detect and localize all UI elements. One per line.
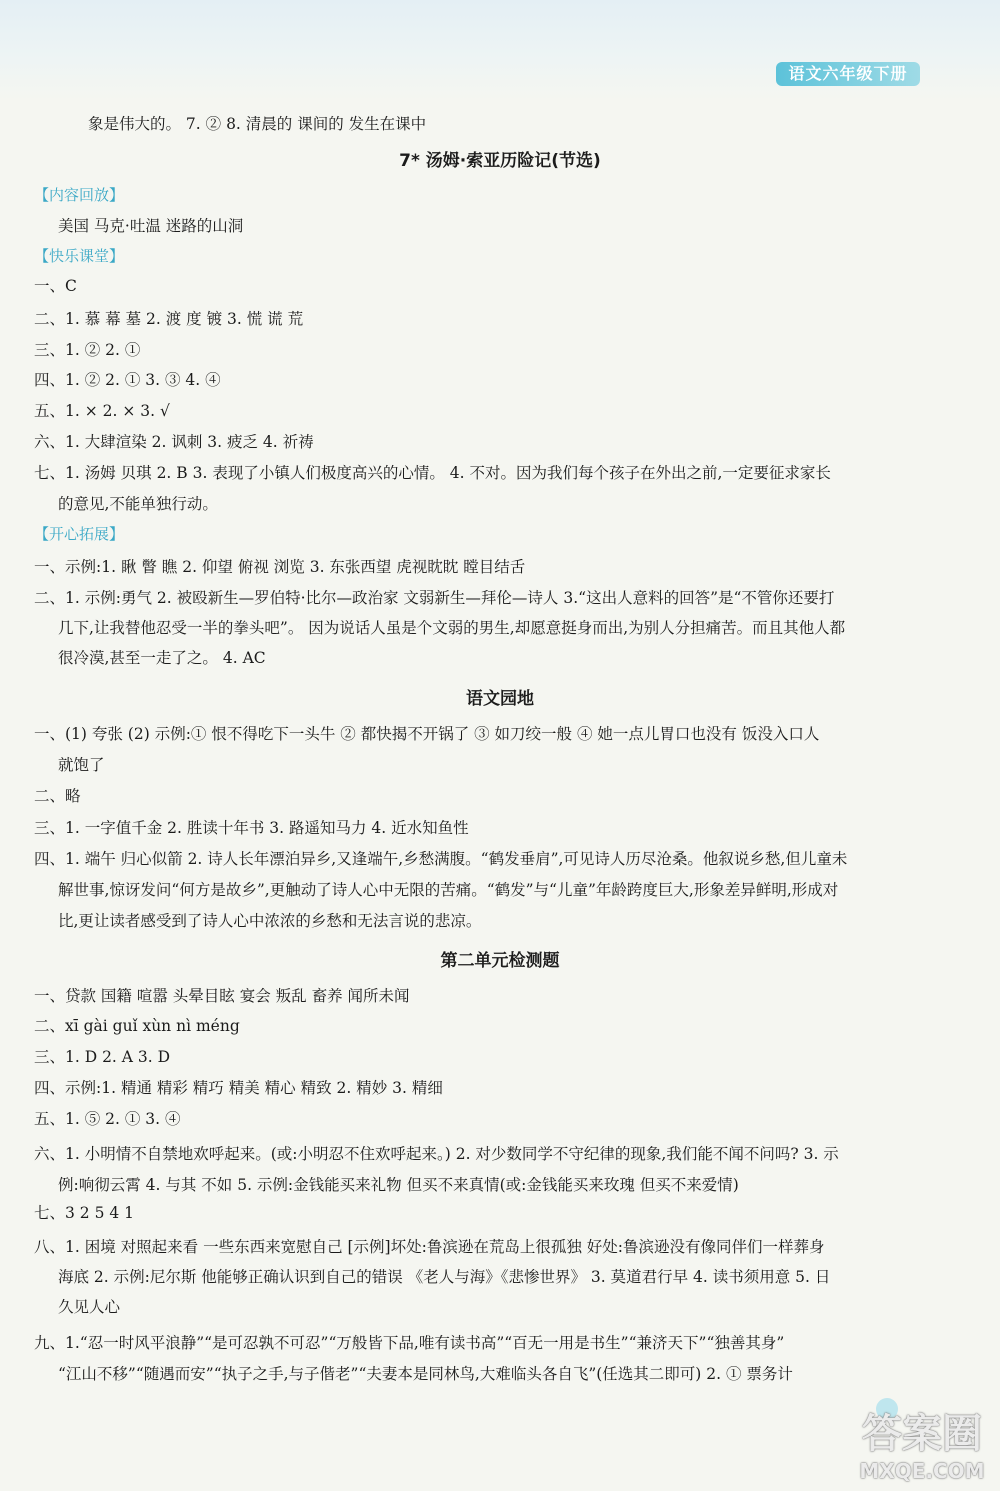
text-line: 例:响彻云霄 4. 与其 不如 5. 示例:金钱能买来礼物 但买不来真情(或:金钱能买来玫瑰 但买不来爱情) bbox=[58, 1176, 739, 1194]
watermark-logo bbox=[848, 1410, 996, 1486]
text-line: 六、1. 小明情不自禁地欢呼起来。(或:小明忍不住欢呼起来。) 2. 对少数同学不守纪律的现象,我们能不闻不问吗? 3. 示 bbox=[34, 1145, 839, 1163]
text-line: 一、示例:1. 瞅 瞥 瞧 2. 仰望 俯视 浏览 3. 东张西望 虎视眈眈 瞠目结舌 bbox=[34, 558, 526, 576]
text-line: “江山不移”“随遇而安”“执子之手,与子偕老”“夫妻本是同林鸟,大难临头各自飞”(任选其二即可) 2. ① 票务计 bbox=[58, 1365, 793, 1383]
text-line: 一、(1) 夸张 (2) 示例:① 恨不得吃下一头牛 ② 都快揭不开锅了 ③ 如刀绞一般 ④ 她一点儿胃口也没有 饭没入口人 bbox=[34, 725, 820, 743]
text-line: 象是伟大的。 7. ② 8. 清晨的 课间的 发生在课中 bbox=[88, 115, 427, 133]
text-line: 七、1. 汤姆 贝琪 2. B 3. 表现了小镇人们极度高兴的心情。 4. 不对。因为我们每个孩子在外出之前,一定要征求家长 bbox=[34, 464, 831, 482]
text-line: 二、1. 示例:勇气 2. 被殴新生—罗伯特·比尔—政治家 文弱新生—拜伦—诗人 3.“这出人意料的回答”是“不管你还要打 bbox=[34, 589, 835, 607]
text-line: 七、3 2 5 4 1 bbox=[34, 1204, 135, 1222]
text-line: 二、略 bbox=[34, 787, 81, 805]
section-tag: 【快乐课堂】 bbox=[34, 247, 125, 265]
text-line: 一、C bbox=[34, 277, 77, 295]
section-tag: 【内容回放】 bbox=[34, 186, 125, 204]
section-title: 语文园地 bbox=[466, 689, 534, 709]
text-line: 五、1. ⑤ 2. ① 3. ④ bbox=[34, 1110, 181, 1128]
text-line: 三、1. ② 2. ① bbox=[34, 341, 141, 359]
text-line: 二、1. 慕 幕 墓 2. 渡 度 镀 3. 慌 谎 荒 bbox=[34, 310, 304, 328]
section-tag: 【开心拓展】 bbox=[34, 525, 125, 543]
text-line: 三、1. 一字值千金 2. 胜读十年书 3. 路遥知马力 4. 近水知鱼性 bbox=[34, 819, 469, 837]
text-line: 八、1. 困境 对照起来看 一些东西来宽慰自己 [示例]坏处:鲁滨逊在荒岛上很孤独 好处:鲁滨逊没有像同伴们一样葬身 bbox=[34, 1238, 825, 1256]
text-line: 几下,让我替他忍受一半的拳头吧”。 因为说话人虽是个文弱的男生,却愿意挺身而出,为别人分担痛苦。而且其他人都 bbox=[58, 619, 846, 637]
text-line: 五、1. × 2. × 3. √ bbox=[34, 402, 170, 420]
text-line: 二、xī gài guǐ xùn nì méng bbox=[34, 1017, 240, 1035]
text-line: 四、1. 端午 归心似箭 2. 诗人长年漂泊异乡,又逢端午,乡愁满腹。“鹤发垂肩”,可见诗人历尽沧桑。他叙说乡愁,但儿童未 bbox=[34, 850, 848, 868]
section-title: 7* 汤姆·索亚历险记(节选) bbox=[399, 151, 601, 171]
text-line: 四、1. ② 2. ① 3. ③ 4. ④ bbox=[34, 371, 221, 389]
text-line: 就饱了 bbox=[58, 756, 105, 774]
text-line: 的意见,不能单独行动。 bbox=[58, 495, 218, 513]
text-line: 美国 马克·吐温 迷路的山洞 bbox=[58, 217, 244, 235]
text-line: 一、贷款 国籍 喧嚣 头晕目眩 宴会 叛乱 畜养 闻所未闻 bbox=[34, 987, 410, 1005]
text-line: 解世事,惊讶发问“何方是故乡”,更触动了诗人心中无限的苦痛。“鹤发”与“儿童”年龄跨度巨大,形象差异鲜明,形成对 bbox=[58, 881, 839, 899]
book-title-badge: 语文六年级下册 bbox=[776, 62, 920, 86]
text-line: 海底 2. 示例:尼尔斯 他能够正确认识到自己的错误 《老人与海》《悲惨世界》 3. 莫道君行早 4. 读书须用意 5. 日 bbox=[58, 1268, 831, 1286]
text-line: 四、示例:1. 精通 精彩 精巧 精美 精心 精致 2. 精妙 3. 精细 bbox=[34, 1079, 443, 1097]
text-line: 九、1.“忍一时风平浪静”“是可忍孰不可忍”“万般皆下品,唯有读书高”“百无一用是书生”“兼济天下”“独善其身” bbox=[34, 1334, 785, 1352]
text-line: 六、1. 大肆渲染 2. 讽刺 3. 疲乏 4. 祈祷 bbox=[34, 433, 314, 451]
text-line: 比,更让读者感受到了诗人心中浓浓的乡愁和无法言说的悲凉。 bbox=[58, 912, 482, 930]
section-title: 第二单元检测题 bbox=[440, 951, 560, 971]
watermark-main-text: 答案圈 bbox=[862, 1411, 982, 1457]
text-line: 三、1. D 2. A 3. D bbox=[34, 1048, 171, 1066]
text-line: 久见人心 bbox=[58, 1298, 121, 1316]
text-line: 很冷漠,甚至一走了之。 4. AC bbox=[58, 649, 266, 667]
watermark-url-text: MXQE.COM bbox=[859, 1459, 985, 1483]
